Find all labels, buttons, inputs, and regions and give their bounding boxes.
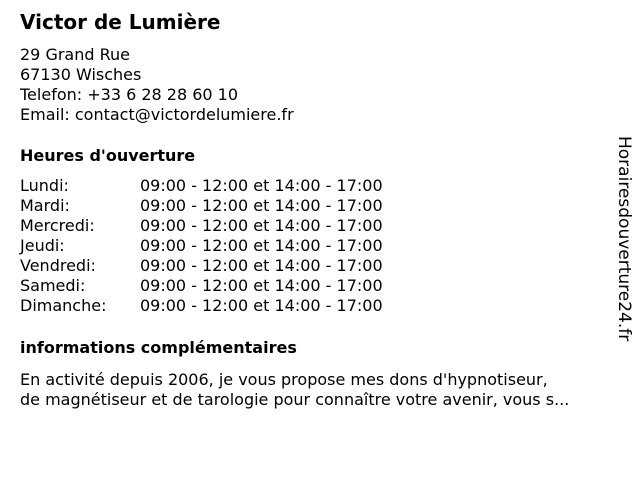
time-range: 09:00 - 12:00 et 14:00 - 17:00 (140, 236, 383, 255)
hours-heading: Heures d'ouverture (20, 146, 196, 165)
time-range: 09:00 - 12:00 et 14:00 - 17:00 (140, 296, 383, 315)
day-label: Vendredi: (20, 256, 96, 275)
hours-row-monday (20, 176, 610, 196)
day-label: Lundi: (20, 176, 69, 195)
site-watermark: Horairesdouverture24.fr (614, 136, 634, 342)
additional-info-text (20, 370, 616, 410)
email-address: Email: contact@victordelumiere.fr (20, 105, 294, 124)
hours-row-sunday (20, 296, 610, 316)
time-range: 09:00 - 12:00 et 14:00 - 17:00 (140, 276, 383, 295)
day-label: Jeudi: (20, 236, 65, 255)
day-label: Mardi: (20, 196, 70, 215)
time-range: 09:00 - 12:00 et 14:00 - 17:00 (140, 196, 383, 215)
info-line: de magnétiseur et de tarologie pour connaître votre avenir, vous s... (20, 390, 570, 409)
business-name: Victor de Lumière (20, 10, 221, 34)
time-range: 09:00 - 12:00 et 14:00 - 17:00 (140, 176, 383, 195)
time-range: 09:00 - 12:00 et 14:00 - 17:00 (140, 256, 383, 275)
hours-row-thursday (20, 236, 610, 256)
phone-number: Telefon: +33 6 28 28 60 10 (20, 85, 239, 104)
opening-hours-table (20, 176, 610, 316)
hours-row-tuesday (20, 196, 610, 216)
street-address: 29 Grand Rue (20, 45, 130, 64)
hours-row-wednesday (20, 216, 610, 236)
info-line: En activité depuis 2006, je vous propose mes dons d'hypnotiseur, (20, 370, 548, 389)
day-label: Dimanche: (20, 296, 107, 315)
additional-info-heading: informations complémentaires (20, 338, 297, 357)
city-postal: 67130 Wisches (20, 65, 142, 84)
hours-row-saturday (20, 276, 610, 296)
contact-block (20, 45, 610, 125)
time-range: 09:00 - 12:00 et 14:00 - 17:00 (140, 216, 383, 235)
day-label: Mercredi: (20, 216, 95, 235)
hours-row-friday (20, 256, 610, 276)
business-card (20, 9, 610, 410)
day-label: Samedi: (20, 276, 86, 295)
